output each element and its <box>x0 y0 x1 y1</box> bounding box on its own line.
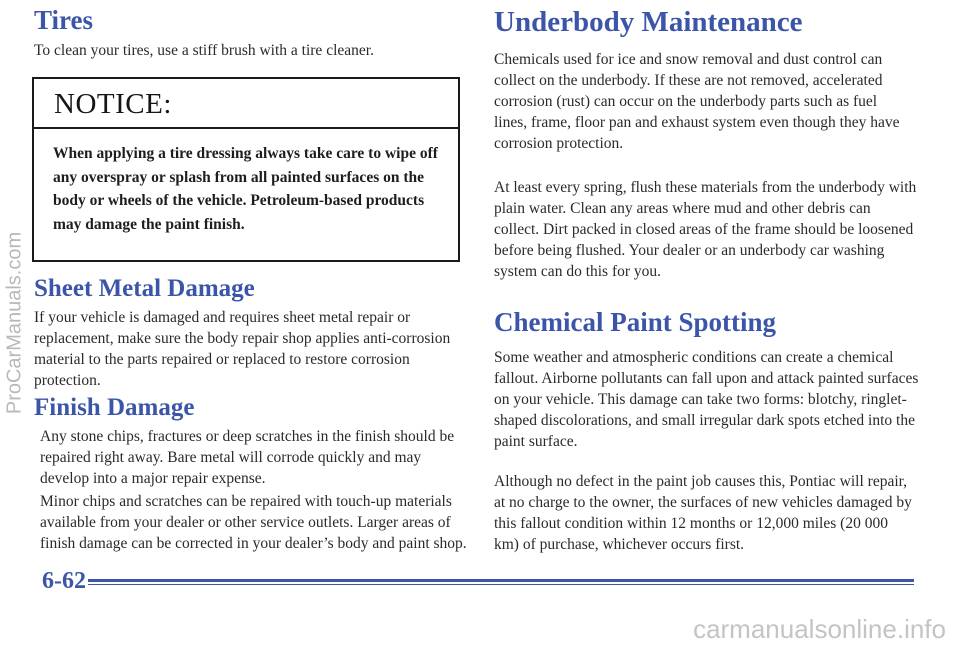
side-watermark-text: ProCarManuals.com <box>3 231 26 415</box>
notice-title: NOTICE: <box>54 88 172 120</box>
chemical-paint-heading: Chemical Paint Spotting <box>494 307 777 337</box>
side-watermark <box>0 0 30 646</box>
underbody-text-2: At least every spring, flush these materials from the underbody with plain water. Clean any areas where mud and other debris can collect. Dirt packed in closed areas of the frame should be loosened before being flushed. Your dealer or an underbody car washing system can do this for you. <box>494 179 917 280</box>
sheet-metal-heading: Sheet Metal Damage <box>34 275 255 302</box>
notice-text: When applying a tire dressing always take care to wipe off any overspray or splash from all painted surfaces on the body or wheels of the vehicle. Petroleum-based products may damage the paint finish. <box>53 145 438 233</box>
tires-text: To clean your tires, use a stiff brush with a tire cleaner. <box>34 42 374 59</box>
bottom-watermark: carmanualsonline.info <box>693 614 946 644</box>
finish-damage-text-1: Any stone chips, fractures or deep scratches in the finish should be repaired right away. Bare metal will corrode quickly and may develop into a major repair expense. <box>40 428 455 487</box>
chemical-paint-text-1: Some weather and atmospheric conditions can create a chemical fallout. Airborne pollutants can fall upon and attack painted surfaces on your vehicle. This damage can take two forms: blotchy, ringlet-shaped discolorations, and small irregular dark spots etched into the paint surface. <box>494 349 919 450</box>
sheet-metal-text: If your vehicle is damaged and requires sheet metal repair or replacement, make sure the body repair shop applies anti-corrosion material to the parts repaired or replaced to restore corrosion protection. <box>34 309 451 389</box>
footer-rule <box>88 579 914 585</box>
finish-damage-text-2: Minor chips and scratches can be repaired with touch-up materials available from your dealer or other service outlets. Larger areas of finish damage can be corrected in your dealer’s body and paint shop. <box>40 493 467 552</box>
underbody-heading: Underbody Maintenance <box>494 6 803 38</box>
chemical-paint-text-2: Although no defect in the paint job causes this, Pontiac will repair, at no charge to the owner, the surfaces of new vehicles damaged by this fallout condition within 12 months or 12,000 miles (20 000 km) of purchase, whichever occurs first. <box>494 473 912 553</box>
notice-header <box>34 79 458 129</box>
notice-box <box>32 77 460 262</box>
underbody-text-1: Chemicals used for ice and snow removal and dust control can collect on the underbody. If these are not removed, accelerated corrosion (rust) can occur on the underbody parts such as fuel lines, frame, floor pan and exhaust system even though they have corrosion protection. <box>494 51 900 152</box>
page-number: 6-62 <box>42 568 86 594</box>
tires-heading: Tires <box>34 5 94 35</box>
finish-damage-heading: Finish Damage <box>34 394 195 421</box>
